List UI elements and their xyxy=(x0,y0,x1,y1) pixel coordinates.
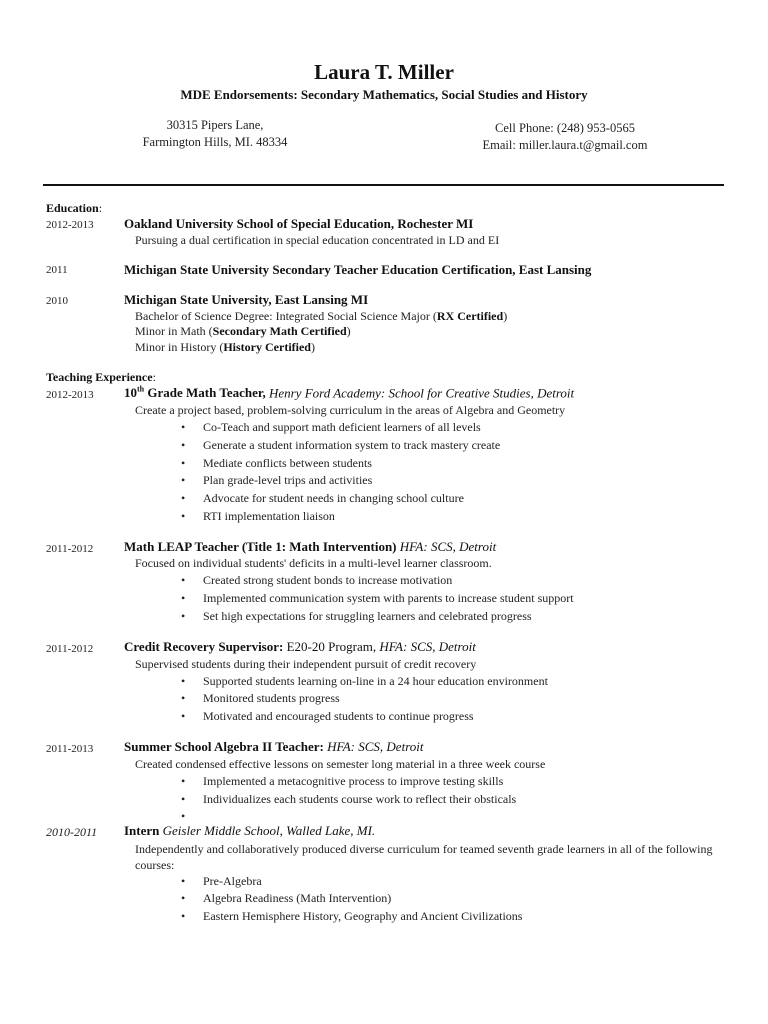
job-years: 2011-2012 xyxy=(46,543,94,555)
education-years: 2010 xyxy=(46,295,68,307)
list-item: • Created strong student bonds to increase motivation xyxy=(181,573,453,587)
endorsements-subtitle: MDE Endorsements: Secondary Mathematics, Social Studies and History xyxy=(180,87,588,102)
education-years: 2012-2013 xyxy=(46,219,94,231)
list-item: • Motivated and encouraged students to continue progress xyxy=(181,709,474,723)
job-years: 2011-2013 xyxy=(46,743,94,755)
list-item: • RTI implementation liaison xyxy=(181,509,335,523)
contact-block xyxy=(440,120,690,154)
list-item: • Set high expectations for struggling learners and celebrated progress xyxy=(181,609,532,623)
job-years: 2012-2013 xyxy=(46,389,94,401)
education-heading: Education: xyxy=(46,201,103,215)
job-title: Summer School Algebra II Teacher: HFA: SCS, Detroit xyxy=(124,739,424,754)
job-title: Math LEAP Teacher (Title 1: Math Intervention) HFA: SCS, Detroit xyxy=(124,539,497,554)
list-item: • Pre-Algebra xyxy=(181,874,262,888)
job-years: 2011-2012 xyxy=(46,643,94,655)
list-item: • Supported students learning on-line in a 24 hour education environment xyxy=(181,674,548,688)
address-line-2: Farmington Hills, MI. 48334 xyxy=(142,135,288,149)
job-title: 10th Grade Math Teacher, Henry Ford Academy: School for Creative Studies, Detroit xyxy=(124,385,575,401)
list-item: • Algebra Readiness (Math Intervention) xyxy=(181,891,392,905)
list-item: • Implemented communication system with parents to increase student support xyxy=(181,591,574,605)
list-item: • Generate a student information system to track mastery create xyxy=(181,438,501,452)
header-divider xyxy=(43,184,724,186)
education-title: Oakland University School of Special Education, Rochester MI xyxy=(124,216,474,231)
education-title: Michigan State University Secondary Teacher Education Certification, East Lansing xyxy=(124,262,592,277)
job-title: Credit Recovery Supervisor: E20-20 Program, HFA: SCS, Detroit xyxy=(124,639,476,654)
minor-math-line: Minor in Math (Secondary Math Certified) xyxy=(135,324,351,338)
list-item: • Plan grade-level trips and activities xyxy=(181,473,373,487)
list-item: • Co-Teach and support math deficient learners of all levels xyxy=(181,420,481,434)
job-years: 2010-2011 xyxy=(46,825,98,839)
minor-history-line: Minor in History (History Certified) xyxy=(135,340,315,354)
job-description: Focused on individual students' deficits in a multi-level learner classroom. xyxy=(135,556,492,570)
email-address: Email: miller.laura.t@gmail.com xyxy=(482,138,648,152)
list-item: • Implemented a metacognitive process to improve testing skills xyxy=(181,774,504,788)
list-item: • Individualizes each students course work to reflect their obsticals xyxy=(181,792,517,806)
list-item: • Advocate for student needs in changing school culture xyxy=(181,491,464,505)
list-item: • Mediate conflicts between students xyxy=(181,456,372,470)
list-item: • Eastern Hemisphere History, Geography and Ancient Civilizations xyxy=(181,909,523,923)
address-line-1: 30315 Pipers Lane, xyxy=(166,118,264,132)
job-description: Supervised students during their independent pursuit of credit recovery xyxy=(135,657,477,671)
education-detail: Pursuing a dual certification in special education concentrated in LD and EI xyxy=(135,233,500,247)
experience-heading: Teaching Experience: xyxy=(46,370,156,384)
job-title: Intern Geisler Middle School, Walled Lake, MI. xyxy=(124,823,376,838)
job-description: Create a project based, problem-solving curriculum in the areas of Algebra and Geometry xyxy=(135,403,566,417)
list-item: • xyxy=(181,809,186,823)
degree-line: Bachelor of Science Degree: Integrated Social Science Major (RX Certified) xyxy=(135,309,508,323)
job-description: Independently and collaboratively produced diverse curriculum for teamed seventh grade learners in all of the following courses: xyxy=(135,842,713,872)
list-item: • Monitored students progress xyxy=(181,691,340,705)
education-title: Michigan State University, East Lansing MI xyxy=(124,292,369,307)
resume-name: Laura T. Miller xyxy=(314,60,454,84)
address-block xyxy=(100,117,330,151)
education-years: 2011 xyxy=(46,264,68,276)
phone-number: Cell Phone: (248) 953-0565 xyxy=(495,121,635,135)
job-description: Created condensed effective lessons on semester long material in a three week course xyxy=(135,757,546,771)
